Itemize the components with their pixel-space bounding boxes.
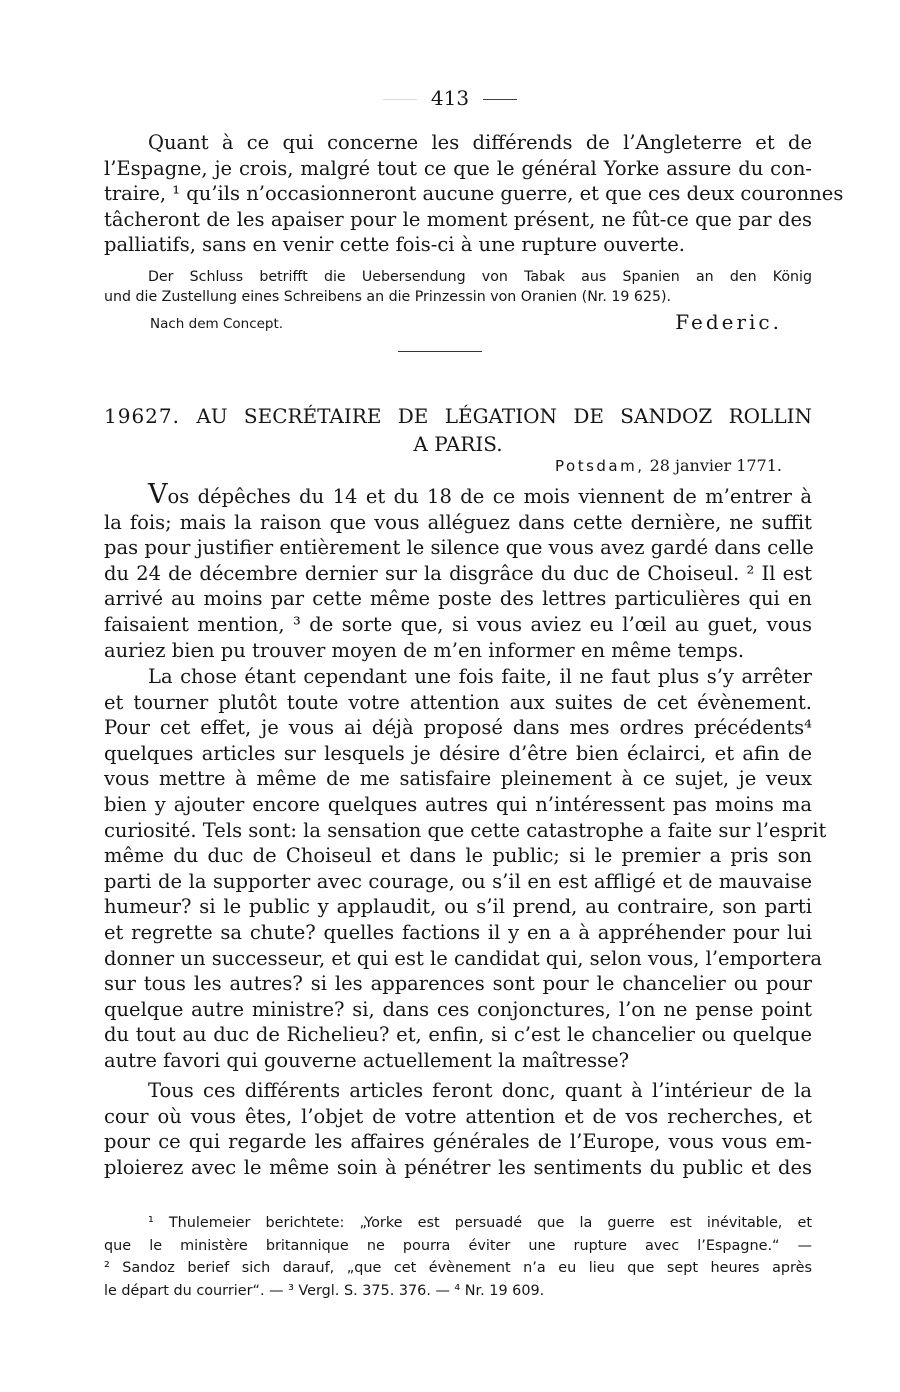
text-line: du tout au duc de Richelieu? et, enfin, si c’est le chancelier ou quelque bbox=[104, 1023, 812, 1047]
note-line: und die Zustellung eines Schreibens an die Prinzessin von Oranien (Nr. 19 625). bbox=[104, 289, 672, 305]
dateline bbox=[555, 456, 782, 475]
footnote-line: que le ministère britannique ne pourra éviter une rupture avec l’Espagne.“ — bbox=[104, 1237, 812, 1254]
text-line: pas pour justifier entièrement le silence que vous avez gardé dans celle bbox=[104, 536, 814, 560]
text-line: quelques articles sur lesquels je désire d’être bien éclairci, et afin de bbox=[104, 741, 812, 765]
letter-paragraph-1 bbox=[104, 479, 814, 663]
text-line: auriez bien pu trouver moyen de m’en informer en même temps. bbox=[104, 638, 745, 662]
text-line: cour où vous êtes, l’objet de votre attention et de vos recherches, et bbox=[104, 1104, 812, 1128]
text-line bbox=[104, 479, 812, 510]
text-line: la fois; mais la raison que vous alléguez dans cette dernière, ne suffit bbox=[104, 510, 812, 534]
footnote-line: ¹ Thulemeier berichtete: „Yorke est persuadé que la guerre est inévitable, et bbox=[148, 1215, 812, 1231]
footnote-line: le départ du courrier“. — ³ Vergl. S. 375. 376. — ⁴ Nr. 19 609. bbox=[104, 1282, 545, 1299]
text-line: pour ce qui regarde les affaires générales de l’Europe, vous vous em- bbox=[104, 1130, 812, 1154]
footnotes bbox=[104, 1212, 812, 1302]
text-line: et tourner plutôt toute votre attention aux suites de cet évènement. bbox=[104, 690, 812, 714]
text-line: La chose étant cependant une fois faite, il ne faut plus s’y arrêter bbox=[148, 665, 812, 688]
text-line: même du duc de Choiseul et dans le public; si le premier a pris son bbox=[104, 844, 812, 868]
letter-title-line2: A PARIS. bbox=[413, 432, 503, 456]
text-line: quelque autre ministre? si, dans ces conjonctures, l’on ne pense point bbox=[104, 997, 812, 1021]
text-line: et regrette sa chute? quelles factions il y en a à appréhender pour lui bbox=[104, 920, 812, 944]
source-note: Nach dem Concept. bbox=[150, 316, 284, 332]
text-line: du 24 de décembre dernier sur la disgrâce du duc de Choiseul. ² Il est bbox=[104, 561, 812, 585]
text-line: vous mettre à même de me satisfaire pleinement à ce sujet, je veux bbox=[104, 767, 812, 791]
text-line: Quant à ce qui concerne les différends de l’Angleterre et de bbox=[148, 131, 812, 154]
letter-heading-line1 bbox=[104, 402, 812, 430]
text-line: autre favori qui gouverne actuellement la maîtresse? bbox=[104, 1048, 630, 1072]
dateline-date: 28 janvier 1771. bbox=[649, 456, 782, 475]
letter-number: 19627. bbox=[104, 404, 180, 428]
text-run: os dépêches du 14 et du 18 de ce mois viennent de m’entrer à bbox=[167, 485, 812, 508]
letter-paragraph-3 bbox=[104, 1078, 812, 1180]
text-line: tâcheront de les apaiser pour le moment présent, ne fût-ce que par des bbox=[104, 207, 812, 231]
letter-paragraph-2 bbox=[104, 664, 827, 1074]
text-line: traire, ¹ qu’ils n’occasionneront aucune guerre, et que ces deux couronnes bbox=[104, 182, 844, 206]
text-line: arrivé au moins par cette même poste des lettres particulières qui en bbox=[104, 587, 812, 611]
prev-letter-paragraph bbox=[104, 130, 844, 258]
text-line: Pour cet effet, je vous ai déjà proposé dans mes ordres précédents⁴ bbox=[104, 716, 812, 740]
dateline-place: Potsdam, bbox=[555, 457, 645, 475]
header-rule-right bbox=[483, 99, 517, 100]
text-line: ploierez avec le même soin à pénétrer les sentiments du public et des bbox=[104, 1155, 812, 1179]
text-line: faisaient mention, ³ de sorte que, si vous aviez eu l’œil au guet, vous bbox=[104, 612, 812, 636]
text-line: l’Espagne, je crois, malgré tout ce que le général Yorke assure du con- bbox=[104, 156, 812, 180]
text-line: parti de la supporter avec courage, ou s’il en est affligé et de mauvaise bbox=[104, 869, 812, 893]
letter-title: AU SECRÉTAIRE DE LÉGATION DE SANDOZ ROLLIN bbox=[196, 404, 813, 428]
signature: Federic. bbox=[675, 310, 782, 334]
text-line: Tous ces différents articles feront donc, quant à l’intérieur de la bbox=[148, 1079, 812, 1102]
header-rule-left bbox=[383, 99, 417, 100]
text-line: sur tous les autres? si les apparences sont pour le chancelier ou pour bbox=[104, 972, 812, 996]
page-number-text: 413 bbox=[430, 86, 470, 110]
letter-heading bbox=[104, 402, 812, 458]
text-line: palliatifs, sans en venir cette fois-ci à une rupture ouverte. bbox=[104, 233, 685, 257]
text-line: bien y ajouter encore quelques autres qui n’intéressent pas moins ma bbox=[104, 792, 812, 816]
footnote-line: ² Sandoz berief sich darauf, „que cet évènement n’a eu lieu que sept heures après bbox=[104, 1260, 812, 1276]
initial-letter: V bbox=[148, 479, 168, 510]
editorial-note bbox=[104, 267, 812, 307]
note-line: Der Schluss betrifft die Uebersendung von Tabak aus Spanien an den König bbox=[148, 269, 812, 285]
text-line: curiosité. Tels sont: la sensation que cette catastrophe a faite sur l’esprit bbox=[104, 818, 827, 842]
section-divider bbox=[398, 351, 482, 352]
text-line: humeur? si le public y applaudit, ou s’il prend, au contraire, son parti bbox=[104, 895, 812, 919]
page-number bbox=[0, 86, 900, 110]
text-line: donner un successeur, et qui est le candidat qui, selon vous, l’emportera bbox=[104, 946, 822, 970]
